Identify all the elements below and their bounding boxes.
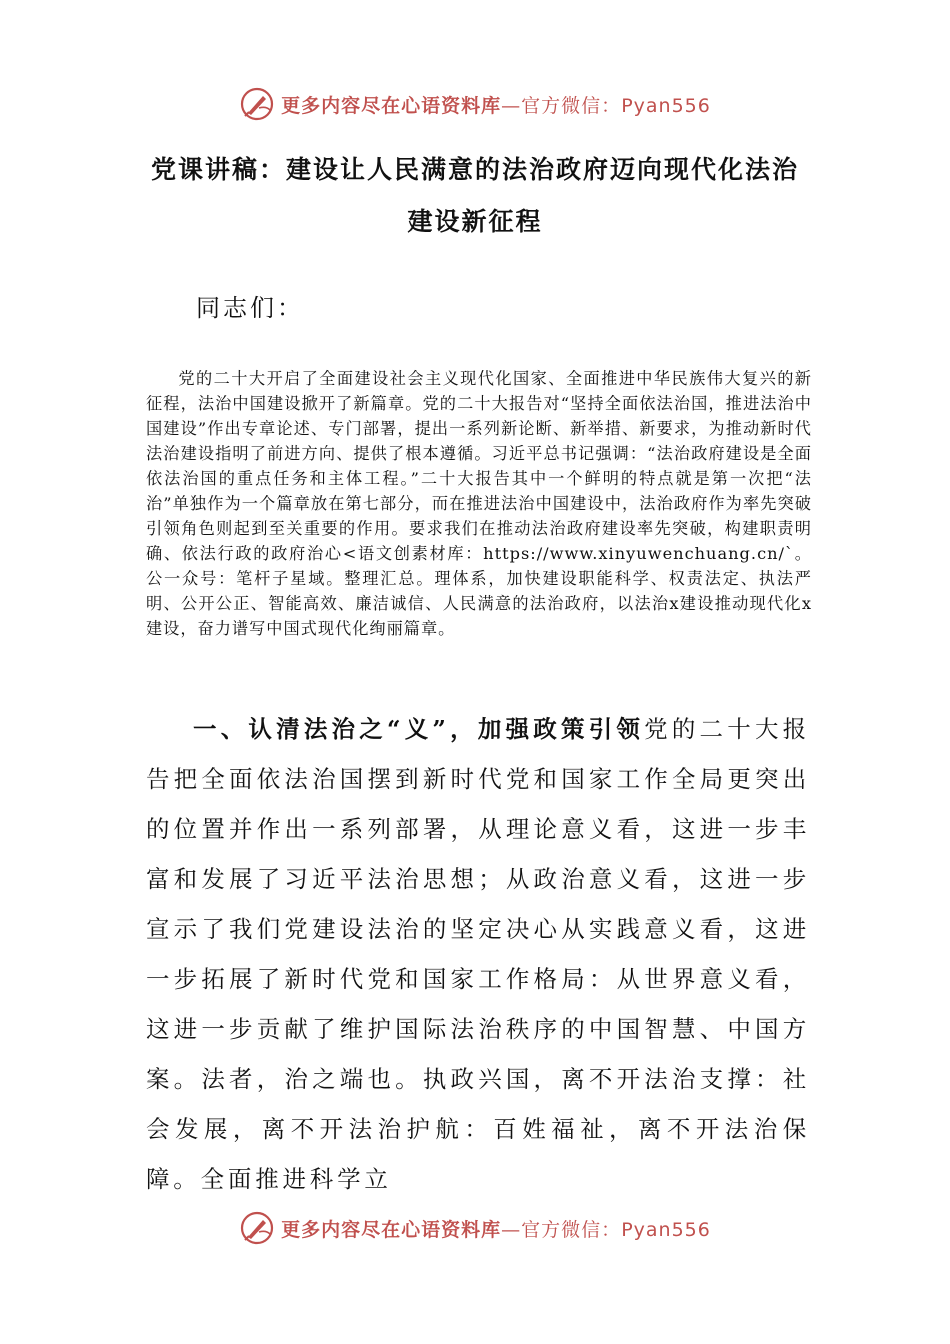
watermark-text: [281, 91, 711, 118]
footer-watermark-banner: [0, 1208, 950, 1248]
salutation: 同志们：: [196, 294, 304, 322]
watermark-wechat-id: Pyan556: [621, 94, 711, 117]
watermark-wechat-id: Pyan556: [621, 1218, 711, 1241]
watermark-wechat-label: 官方微信：: [521, 1218, 622, 1241]
section-one-heading: 一、认清法治之“义”，加强政策引领: [193, 715, 645, 743]
watermark-text: [281, 1215, 711, 1242]
section-one-paragraph: [146, 704, 810, 1204]
watermark-site-text: 更多内容尽在心语资料库: [281, 94, 502, 117]
quill-pen-logo-icon: [239, 86, 275, 122]
watermark-dash: —: [501, 1218, 522, 1241]
document-title: 党课讲稿：建设让人民满意的法治政府迈向现代化法治建设新征程: [150, 155, 799, 236]
header-watermark-banner: [0, 84, 950, 124]
quill-pen-logo-icon: [239, 1210, 275, 1246]
watermark-dash: —: [501, 94, 522, 117]
watermark-wechat-label: 官方微信：: [521, 94, 622, 117]
section-one-body: 党的二十大报告把全面依法治国摆到新时代党和国家工作全局更突出的位置并作出一系列部署，从理论意义看，这进一步丰富和发展了习近平法治思想；从政治意义看，这进一步宣示了我们党建设法治的坚定决心从实践意义看，这进一步拓展了新时代党和国家工作格局：从世界意义看，这进一步贡献了维护国际法治秩序的中国智慧、中国方案。法者，治之端也。执政兴国，离不开法治支撑：社会发展，离不开法治护航：百姓福祉，离不开法治保障。全面推进科学立: [146, 715, 810, 1193]
intro-paragraph: 党的二十大开启了全面建设社会主义现代化国家、全面推进中华民族伟大复兴的新征程，法治中国建设掀开了新篇章。党的二十大报告对“坚持全面依法治国，推进法治中国建设”作出专章论述、专门部署，提出一系列新论断、新举措、新要求，为推动新时代法治建设指明了前进方向、提供了根本遵循。习近平总书记强调：“法治政府建设是全面依法治国的重点任务和主体工程。”二十大报告其中一个鲜明的特点就是第一次把“法治”单独作为一个篇章放在第七部分，而在推进法治中国建设中，法治政府作为率先突破引领角色则起到至关重要的作用。要求我们在推动法治政府建设率先突破，构建职责明确、依法行政的政府治心<语文创素材库：https://www.xinyuwenchuang.cn/`。公一众号：笔杆子星域。整理汇总。理体系，加快建设职能科学、权责法定、执法严明、公开公正、智能高效、廉洁诚信、人民满意的法治政府，以法治x建设推动现代化x建设，奋力谱写中国式现代化绚丽篇章。: [146, 369, 812, 638]
watermark-site-text: 更多内容尽在心语资料库: [281, 1218, 502, 1241]
